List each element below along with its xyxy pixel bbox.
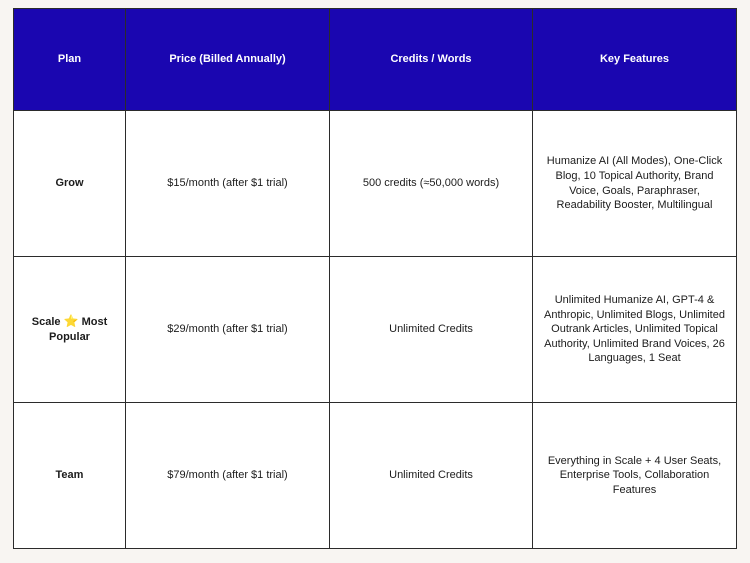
features-cell: Everything in Scale + 4 User Seats, Enterprise Tools, Collaboration Features (533, 403, 737, 549)
plan-cell: Grow (14, 111, 126, 257)
column-header-plan: Plan (14, 9, 126, 111)
plan-cell: Team (14, 403, 126, 549)
plan-name: Scale (31, 316, 61, 329)
column-header-price: Price (Billed Annually) (126, 9, 330, 111)
most-popular-tag: Most Popular (49, 316, 108, 343)
table-row-team (14, 403, 737, 549)
price-cell: $15/month (after $1 trial) (126, 111, 330, 257)
table-row-grow (14, 111, 737, 257)
star-icon: ⭐ (63, 314, 79, 329)
table-header (14, 9, 737, 111)
credits-cell: 500 credits (≈50,000 words) (330, 111, 533, 257)
pricing-table (13, 8, 737, 549)
price-cell: $79/month (after $1 trial) (126, 403, 330, 549)
features-cell: Humanize AI (All Modes), One-Click Blog, 10 Topical Authority, Brand Voice, Goals, Paraphraser, Readability Booster, Multilingual (533, 111, 737, 257)
credits-cell: Unlimited Credits (330, 257, 533, 403)
pricing-table-container (13, 8, 737, 549)
credits-cell: Unlimited Credits (330, 403, 533, 549)
table-row-scale (14, 257, 737, 403)
plan-cell (14, 257, 126, 403)
header-row (14, 9, 737, 111)
table-body (14, 111, 737, 549)
features-cell: Unlimited Humanize AI, GPT-4 & Anthropic, Unlimited Blogs, Unlimited Outrank Articles, Unlimited Topical Authority, Unlimited Brand Voices, 26 Languages, 1 Seat (533, 257, 737, 403)
column-header-credits: Credits / Words (330, 9, 533, 111)
column-header-features: Key Features (533, 9, 737, 111)
price-cell: $29/month (after $1 trial) (126, 257, 330, 403)
